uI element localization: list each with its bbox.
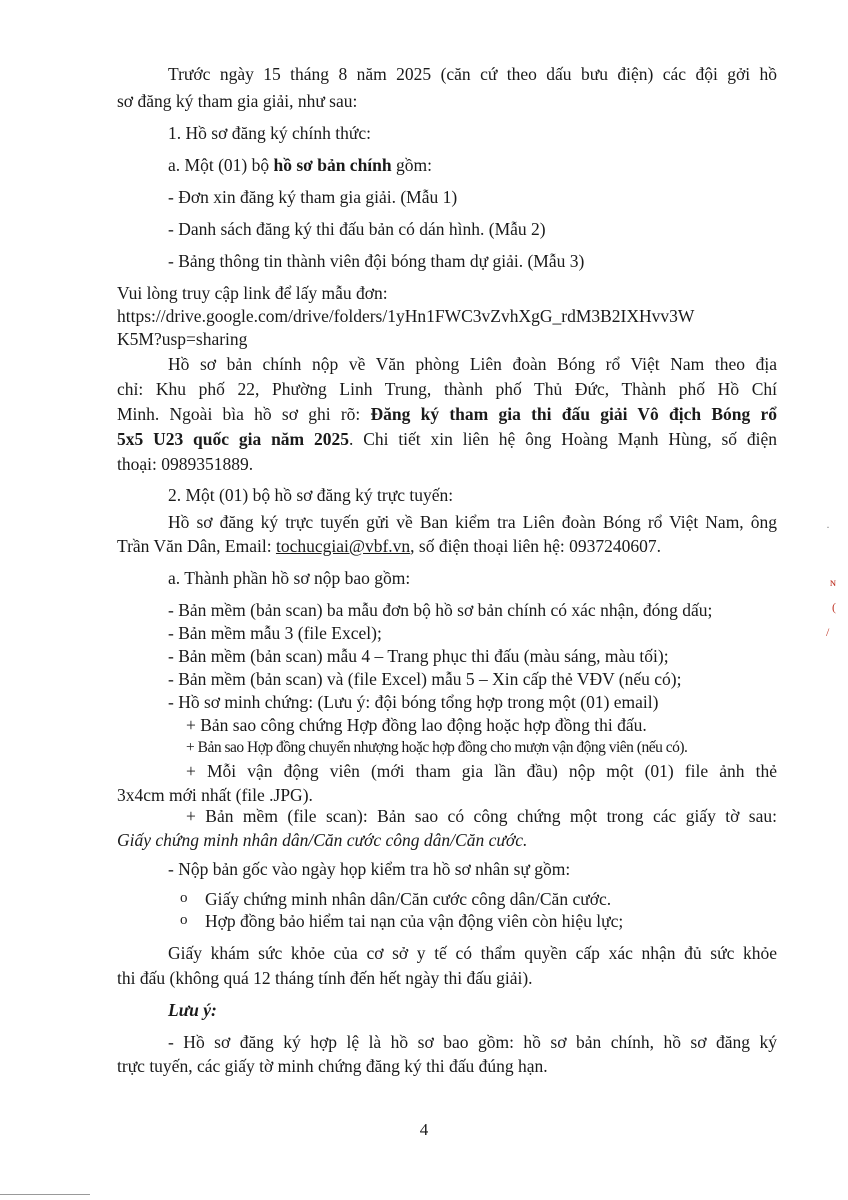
template-link[interactable]: https://drive.google.com/drive/folders/1yHn1FWC3vZvhXgG_rdM3B2IXHvv3W bbox=[117, 306, 695, 326]
online-item: - Bản mềm (bản scan) ba mẫu đơn bộ hồ sơ bản chính có xác nhận, đóng dấu; bbox=[168, 600, 713, 620]
submit-line-2: chỉ: Khu phố 22, Phường Linh Trung, thành phố Thủ Đức, Thành phố Hồ Chí bbox=[117, 379, 777, 399]
page-number: 4 bbox=[419, 1120, 429, 1139]
circle-bullet-icon: o bbox=[180, 890, 188, 906]
original-item: Giấy chứng minh nhân dân/Căn cước công dân/Căn cước. bbox=[205, 889, 612, 909]
online-item: - Bản mềm (bản scan) và (file Excel) mẫu 5 – Xin cấp thẻ VĐV (nếu có); bbox=[168, 669, 682, 689]
original-heading: - Nộp bản gốc vào ngày họp kiểm tra hồ sơ nhân sự gồm: bbox=[168, 859, 571, 879]
evidence-item: + Mỗi vận động viên (mới tham gia lần đầu) nộp một (01) file ảnh thẻ bbox=[186, 761, 777, 781]
section2-heading: 2. Một (01) bộ hồ sơ đăng ký trực tuyến: bbox=[168, 485, 454, 505]
online-line-2: Trần Văn Dân, Email: tochucgiai@vbf.vn, số điện thoại liên hệ: 0937240607. bbox=[117, 536, 661, 556]
intro-line-1: Trước ngày 15 tháng 8 năm 2025 (căn cứ theo dấu bưu điện) các đội gởi hồ bbox=[168, 64, 777, 84]
template-link-cont[interactable]: K5M?usp=sharing bbox=[117, 329, 248, 349]
submit-line-3: Minh. Ngoài bìa hồ sơ ghi rõ: Đăng ký tham gia thi đấu giải Vô địch Bóng rổ bbox=[117, 404, 777, 424]
submit-line-1: Hồ sơ bản chính nộp về Văn phòng Liên đoàn Bóng rổ Việt Nam theo địa bbox=[168, 354, 777, 374]
section1-item: - Đơn xin đăng ký tham gia giải. (Mẫu 1) bbox=[168, 187, 458, 207]
health-line-1: Giấy khám sức khỏe của cơ sở y tế có thẩm quyền cấp xác nhận đủ sức khỏe bbox=[168, 943, 777, 963]
submit-line-5: thoại: 0989351889. bbox=[117, 454, 254, 474]
evidence-item: + Bản sao Hợp đồng chuyển nhượng hoặc hợp đồng cho mượn vận động viên (nếu có). bbox=[186, 739, 688, 756]
submit-line-4: 5x5 U23 quốc gia năm 2025. Chi tiết xin liên hệ ông Hoàng Mạnh Hùng, số điện bbox=[117, 429, 777, 449]
circle-bullet-icon: o bbox=[180, 912, 188, 928]
evidence-item-cont: 3x4cm mới nhất (file .JPG). bbox=[117, 785, 313, 805]
evidence-item: + Bản sao công chứng Hợp đồng lao động hoặc hợp đồng thi đấu. bbox=[186, 715, 647, 735]
section1-sub-a: a. Một (01) bộ hồ sơ bản chính gồm: bbox=[168, 155, 432, 175]
note-line-1: - Hồ sơ đăng ký hợp lệ là hồ sơ bao gồm: hồ sơ bản chính, hồ sơ đăng ký bbox=[168, 1032, 777, 1052]
link-intro: Vui lòng truy cập link để lấy mẫu đơn: bbox=[117, 283, 388, 303]
scan-mark-icon: ɴ bbox=[830, 575, 836, 589]
section1-item: - Bảng thông tin thành viên đội bóng tham dự giải. (Mẫu 3) bbox=[168, 251, 585, 271]
email-link[interactable]: tochucgiai@vbf.vn bbox=[275, 536, 411, 556]
health-line-2: thi đấu (không quá 12 tháng tính đến hết ngày thi đấu giải). bbox=[117, 968, 533, 988]
scan-edge-line bbox=[0, 1194, 90, 1195]
intro-line-2: sơ đăng ký tham gia giải, như sau: bbox=[117, 91, 358, 111]
scan-mark-icon: / bbox=[826, 625, 830, 639]
evidence-item: + Bản mềm (file scan): Bản sao có công chứng một trong các giấy tờ sau: bbox=[186, 806, 777, 826]
section1-heading: 1. Hồ sơ đăng ký chính thức: bbox=[168, 123, 371, 143]
scan-mark-icon: · bbox=[826, 520, 830, 534]
online-item: - Bản mềm (bản scan) mẫu 4 – Trang phục thi đấu (màu sáng, màu tối); bbox=[168, 646, 669, 666]
section2-sub-a: a. Thành phần hồ sơ nộp bao gồm: bbox=[168, 568, 411, 588]
online-line-1: Hồ sơ đăng ký trực tuyến gửi về Ban kiểm tra Liên đoàn Bóng rổ Việt Nam, ông bbox=[168, 512, 777, 532]
online-item: - Hồ sơ minh chứng: (Lưu ý: đội bóng tổng hợp trong một (01) email) bbox=[168, 692, 659, 712]
online-item: - Bản mềm mẫu 3 (file Excel); bbox=[168, 623, 382, 643]
section1-item: - Danh sách đăng ký thi đấu bản có dán hình. (Mẫu 2) bbox=[168, 219, 546, 239]
original-item: Hợp đồng bảo hiểm tai nạn của vận động viên còn hiệu lực; bbox=[205, 911, 624, 931]
note-heading: Lưu ý: bbox=[168, 1000, 217, 1020]
evidence-item-cont: Giấy chứng minh nhân dân/Căn cước công dân/Căn cước. bbox=[117, 830, 528, 850]
note-line-2: trực tuyến, các giấy tờ minh chứng đăng ký thi đấu đúng hạn. bbox=[117, 1056, 548, 1076]
scan-mark-icon: ( bbox=[832, 600, 836, 614]
